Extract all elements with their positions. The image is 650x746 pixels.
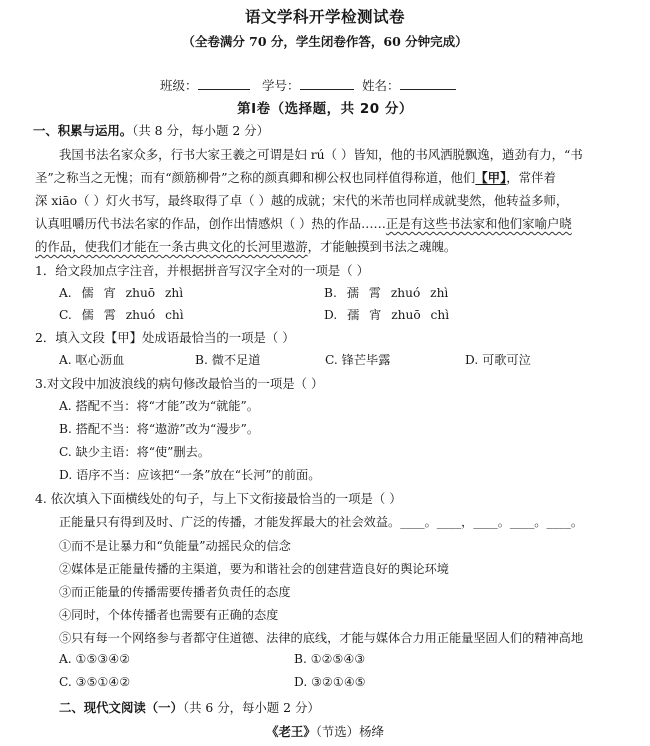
reading-title-line xyxy=(0,722,650,740)
name-blank[interactable] xyxy=(400,78,456,90)
q4-sentence-2: ②媒体是正能量传播的主渠道，要为和谐社会的创建营造良好的舆论环境 xyxy=(59,562,449,576)
q4-stem: 4. 依次填入下面横线处的句子，与上下文衔接最恰当的一项是（ ） xyxy=(35,491,402,506)
section1-title: 一、积累与运用。 xyxy=(33,123,133,138)
exam-title: 语文学科开学检测试卷 xyxy=(244,8,405,26)
q1-option-c[interactable]: C. 儒 霄 zhuó chì xyxy=(59,308,184,322)
passage-line-2 xyxy=(35,168,615,186)
passage-line-5-tail: ，才能触摸到书法之魂魄。 xyxy=(307,239,457,254)
q2-option-a[interactable]: A. 呕心沥血 xyxy=(59,353,125,367)
section2-title: 二、现代文阅读（一） xyxy=(59,700,183,715)
passage-line-4-text: 认真咀嚼历代书法名家的作品，创作出情感炽（ ）热的作品…… xyxy=(35,216,386,231)
section2-note: （共 6 分，每小题 2 分） xyxy=(182,700,320,715)
q2-stem: 2．填入文段【甲】处成语最恰当的一项是（ ） xyxy=(35,330,295,345)
id-label: 学号： xyxy=(262,78,300,93)
reading-title: 《老王》 xyxy=(266,724,316,739)
class-blank[interactable] xyxy=(198,78,250,90)
section1-heading xyxy=(33,121,269,139)
section2-heading xyxy=(59,698,320,716)
q3-option-d[interactable]: D. 语序不当：应该把“一条”放在“长河”的前面。 xyxy=(59,468,321,482)
reading-suffix: （节选）杨绛 xyxy=(315,724,384,739)
q4-context: 正能量只有得到及时、广泛的传播，才能发挥最大的社会效益。____。____，____。____。____。 xyxy=(59,515,584,529)
passage-line-2-tail: ，常伴着 xyxy=(506,170,556,185)
q4-option-d[interactable]: D. ③②①④⑤ xyxy=(294,675,366,689)
blank-jia: 【甲】 xyxy=(475,170,507,185)
q1-stem: 1．给文段加点字注音，并根据拼音写汉字全对的一项是（ ） xyxy=(35,263,369,278)
class-field xyxy=(160,76,250,94)
wavy-sentence-part2: 的作品，使我们才能在一条古典文化的长河里遨游 xyxy=(35,239,308,254)
part1-title: 第Ⅰ卷（选择题，共 20 分） xyxy=(237,101,413,117)
q4-sentence-3: ③而正能量的传播需要传播者负责任的态度 xyxy=(59,585,291,599)
q4-sentence-4: ④同时，个体传播者也需要有正确的态度 xyxy=(59,608,279,622)
q1-option-b[interactable]: B. 孺 霄 zhuó zhì xyxy=(324,286,449,300)
q4-sentence-5: ⑤只有每一个网络参与者都守住道德、法律的底线，才能与媒体合力用正能量坚固人们的精神高地 xyxy=(59,631,584,645)
q4-option-c[interactable]: C. ③⑤①④② xyxy=(59,675,131,689)
passage-line-4 xyxy=(35,214,615,232)
q1-option-a[interactable]: A. 儒 宵 zhuō zhì xyxy=(59,286,184,300)
q3-stem: 3.对文段中加波浪线的病句修改最恰当的一项是（ ） xyxy=(35,376,324,391)
id-field xyxy=(262,76,354,94)
q4-sentence-1: ①而不是让暴力和“负能量”动摇民众的信念 xyxy=(59,539,291,553)
passage-line-1: 我国书法名家众多，行书大家王羲之可谓是妇 rú（ ）皆知，他的书风洒脱飘逸，遒劲有力，“书 xyxy=(59,147,583,162)
wavy-sentence-part1: 正是有这些书法家和他们家喻户晓 xyxy=(385,216,572,231)
passage-line-2-text: 圣”之称当之无愧；而有“颜筋柳骨”之称的颜真卿和柳公权也同样值得称道，他们 xyxy=(35,170,476,185)
passage-line-5 xyxy=(35,237,615,255)
class-label: 班级： xyxy=(160,78,198,93)
exam-subtitle: （全卷满分 70 分，学生闭卷作答，60 分钟完成） xyxy=(182,34,468,49)
q4-option-b[interactable]: B. ①②⑤④③ xyxy=(294,652,366,666)
q4-option-a[interactable]: A. ①⑤③④② xyxy=(59,652,131,666)
id-blank[interactable] xyxy=(300,78,354,90)
q3-option-a[interactable]: A. 搭配不当：将“才能”改为“就能”。 xyxy=(59,399,259,413)
name-label: 姓名： xyxy=(362,78,400,93)
q3-option-b[interactable]: B. 搭配不当：将“遨游”改为“漫步”。 xyxy=(59,422,260,436)
section1-note: （共 8 分，每小题 2 分） xyxy=(132,123,269,138)
q2-option-b[interactable]: B. 微不足道 xyxy=(195,353,261,367)
q2-option-c[interactable]: C. 锋芒毕露 xyxy=(325,353,391,367)
q1-option-d[interactable]: D. 孺 宵 zhuō chì xyxy=(324,308,450,322)
passage-line-3: 深 xiāo（ ）灯火书写，最终取得了卓（ ）越的成就；宋代的米芾也同样成就斐然，他转益多师， xyxy=(35,193,569,208)
q2-option-d[interactable]: D. 可歌可泣 xyxy=(465,353,531,367)
q3-option-c[interactable]: C. 缺少主语：将“使”删去。 xyxy=(59,445,210,459)
name-field xyxy=(362,76,456,94)
